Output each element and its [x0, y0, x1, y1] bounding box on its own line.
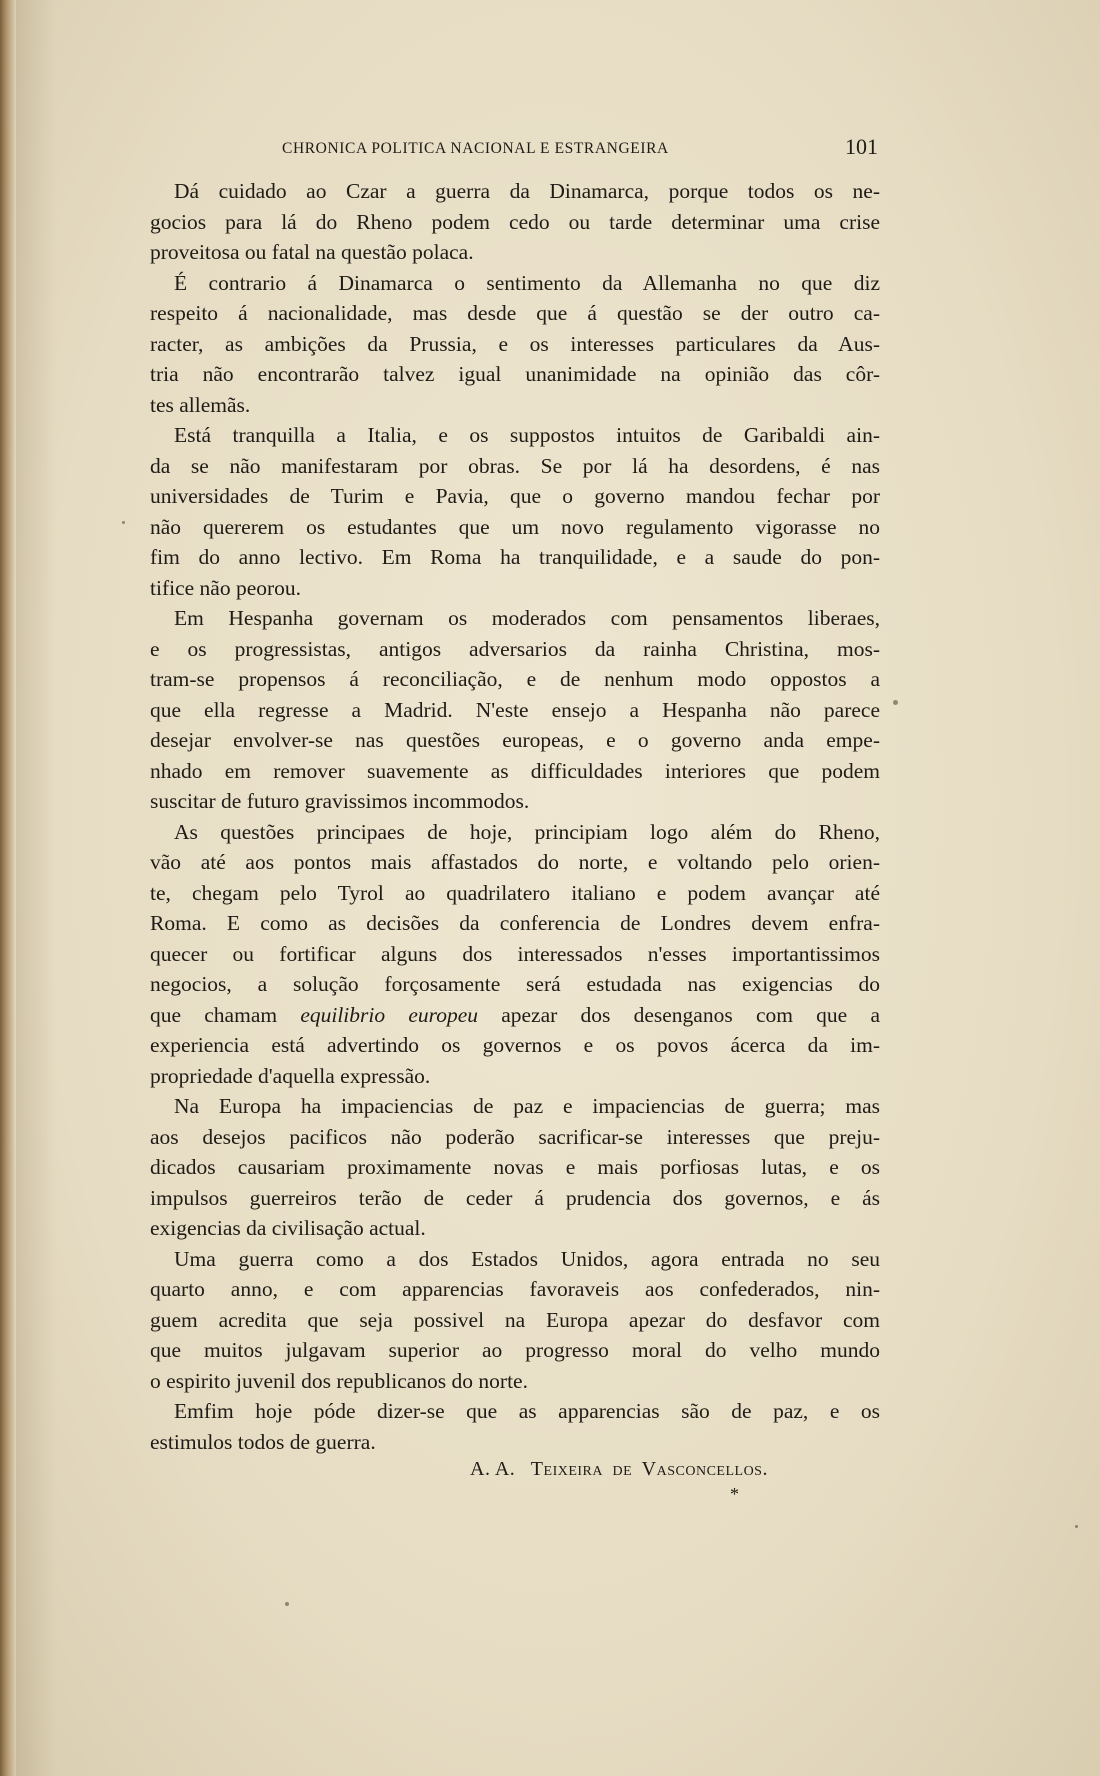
- author-signature: [470, 1458, 768, 1481]
- paper-speck: [893, 700, 898, 705]
- text-line: racter, as ambições da Prussia, e os interesses particulares da Aus-: [150, 331, 880, 356]
- text-line: dicados causariam proximamente novas e mais porfiosas lutas, e os: [150, 1155, 880, 1179]
- text-line: tifice não peorou.: [150, 575, 302, 600]
- text-line: quecer ou fortificar alguns dos interessados n'esses importantissimos: [150, 941, 880, 966]
- text-line: propriedade d'aquella expressão.: [150, 1063, 431, 1088]
- text-line: o espirito juvenil dos republicanos do norte.: [150, 1368, 528, 1393]
- paper-speck: [122, 521, 125, 524]
- text-line: proveitosa ou fatal na questão polaca.: [150, 240, 474, 264]
- text-line: tria não encontrarão talvez igual unanimidade na opinião das côr-: [150, 362, 880, 386]
- text-line: Está tranquilla a Italia, e os suppostos intuitos de Garibaldi ain-: [174, 423, 880, 447]
- paper-speck: [285, 1602, 289, 1606]
- text-line: e os progressistas, antigos adversarios da rainha Christina, mos-: [150, 636, 880, 661]
- text-line: tes allemãs.: [150, 392, 251, 417]
- text-line: exigencias da civilisação actual.: [150, 1216, 426, 1240]
- text-line: quarto anno, e com apparencias favoraveis aos confederados, nin-: [150, 1277, 880, 1301]
- text-line: não quererem os estudantes que um novo regulamento vigorasse no: [150, 514, 880, 539]
- paper-speck: [1075, 1525, 1078, 1528]
- italic-phrase: equilibrio europeu: [300, 1002, 478, 1027]
- text-line: respeito á nacionalidade, mas desde que á questão se der outro ca-: [150, 301, 880, 325]
- author-preposition: de: [612, 1458, 633, 1480]
- binding-edge: [0, 0, 16, 1776]
- text-line: universidades de Turim e Pavia, que o governo mandou fechar por: [150, 484, 880, 508]
- text-line: te, chegam pelo Tyrol ao quadrilatero italiano e podem avançar até: [150, 880, 880, 905]
- text-line: tram-se propensos á reconciliação, e de nenhum modo oppostos a: [150, 667, 880, 691]
- text-line: guem acredita que seja possivel na Europa apezar do desfavor com: [150, 1307, 880, 1332]
- author-initials: A. A.: [470, 1458, 516, 1480]
- page-header: [150, 136, 880, 166]
- author-first-name: Teixeira: [530, 1458, 603, 1480]
- text-line: As questões principaes de hoje, principiam logo além do Rheno,: [174, 819, 880, 844]
- text-line: Emfim hoje póde dizer-se que as apparencias são de paz, e os: [174, 1399, 880, 1423]
- text-line: da se não manifestaram por obras. Se por lá ha desordens, é nas: [150, 453, 880, 478]
- text-line: Dá cuidado ao Czar a guerra da Dinamarca, porque todos os ne-: [174, 179, 880, 203]
- text-line: [150, 1000, 880, 1031]
- text-segment: que chamam: [150, 1002, 301, 1027]
- text-line: experiencia está advertindo os governos e os povos ácerca da im-: [150, 1033, 880, 1057]
- article-body: [150, 176, 880, 1457]
- text-line: que muitos julgavam superior ao progresso moral do velho mundo: [150, 1338, 880, 1362]
- text-line: Roma. E como as decisões da conferencia de Londres devem enfra-: [150, 911, 880, 935]
- author-last-name: Vasconcellos.: [641, 1458, 768, 1480]
- text-line: vão até aos pontos mais affastados do norte, e voltando pelo orien-: [150, 850, 880, 874]
- text-line: gocios para lá do Rheno podem cedo ou tarde determinar uma crise: [150, 209, 880, 234]
- text-segment: apezar dos desenganos com que a: [478, 1002, 880, 1027]
- text-line: fim do anno lectivo. Em Roma ha tranquilidade, e a saude do pon-: [150, 545, 880, 569]
- spine-shadow: [16, 0, 56, 1776]
- text-line: Em Hespanha governam os moderados com pensamentos liberaes,: [174, 606, 880, 630]
- running-head: CHRONICA POLITICA NACIONAL E ESTRANGEIRA: [282, 140, 669, 157]
- text-line: aos desejos pacificos não poderão sacrificar-se interesses que preju-: [150, 1124, 880, 1149]
- text-line: que ella regresse a Madrid. N'este ensejo a Hespanha não parece: [150, 697, 880, 722]
- text-line: suscitar de futuro gravissimos incommodos.: [150, 789, 530, 813]
- text-line: É contrario á Dinamarca o sentimento da Allemanha no que diz: [174, 270, 880, 295]
- text-line: nhado em remover suavemente as difficuldades interiores que podem: [150, 758, 880, 783]
- text-line: negocios, a solução forçosamente será estudada nas exigencias do: [150, 972, 880, 996]
- text-line: Uma guerra como a dos Estados Unidos, agora entrada no seu: [174, 1246, 880, 1271]
- text-line: desejar envolver-se nas questões europeas, e o governo anda empe-: [150, 728, 880, 752]
- page-number: 101: [845, 134, 878, 159]
- text-line: estimulos todos de guerra.: [150, 1429, 376, 1454]
- text-line: impulsos guerreiros terão de ceder á prudencia dos governos, e ás: [150, 1185, 880, 1210]
- footer-asterisk: *: [730, 1484, 739, 1504]
- text-line: Na Europa ha impaciencias de paz e impaciencias de guerra; mas: [174, 1094, 880, 1118]
